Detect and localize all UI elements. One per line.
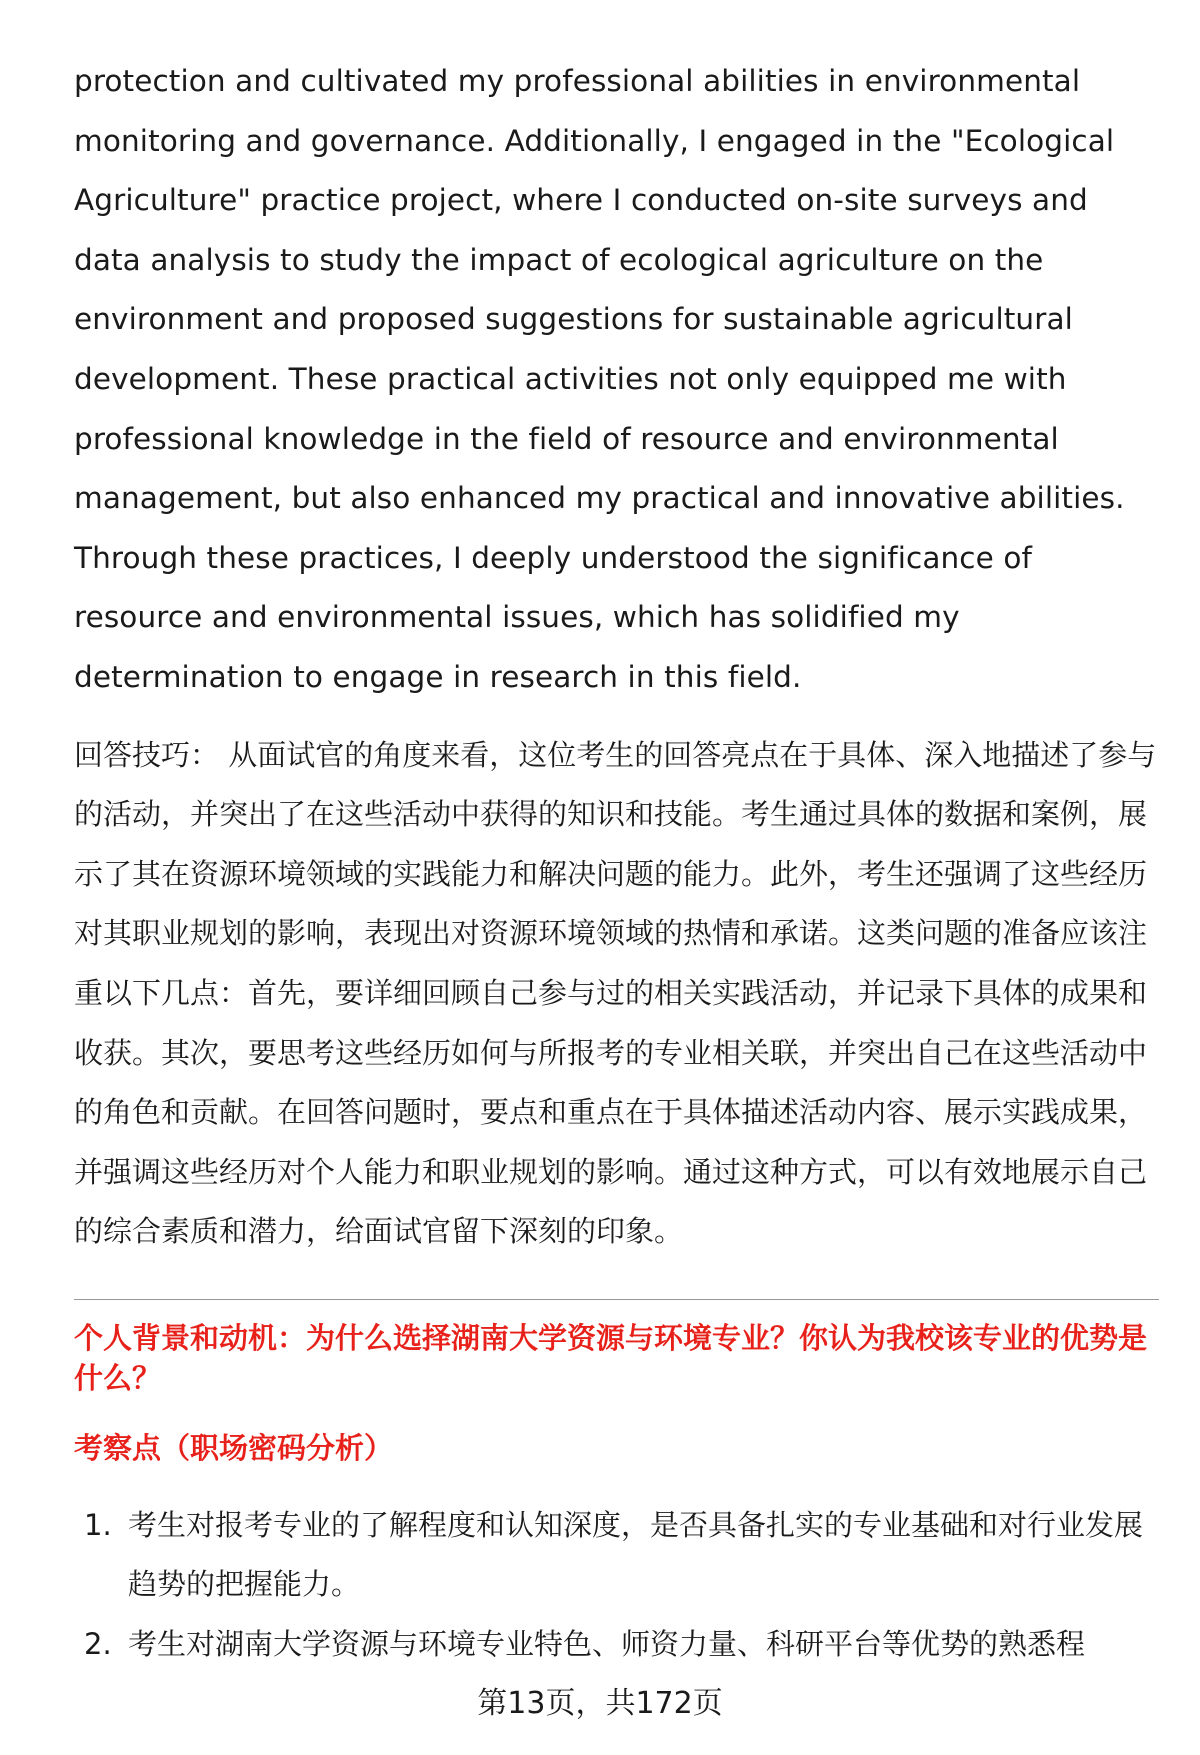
section-divider bbox=[74, 1299, 1159, 1300]
assessment-points-heading: 考察点（职场密码分析） bbox=[74, 1430, 394, 1465]
list-item bbox=[74, 1615, 1159, 1675]
tips-label: 回答技巧： bbox=[74, 737, 220, 772]
answer-tips bbox=[74, 726, 1159, 1262]
answer-continuation: protection and cultivated my professional abilities in environmental monitoring and governance. Additionally, I engaged in the "Ecological Agriculture" practice project, where I conducted on-site surveys and data analysis to study the impact of ecological agriculture on the environment and proposed suggestions for sustainable agricultural development. These practical activities not only equipped me with professional knowledge in the field of resource and environmental management, but also enhanced my practical and innovative abilities. Through these practices, I deeply understood the significance of resource and environmental issues, which has solidified my determination to engage in research in this field. bbox=[74, 64, 1125, 694]
list-item-number: 2. bbox=[84, 1627, 112, 1662]
list-item bbox=[74, 1496, 1159, 1615]
list-item-text: 考生对报考专业的了解程度和认知深度，是否具备扎实的专业基础和对行业发展趋势的把握能力。 bbox=[128, 1507, 1144, 1602]
question-title: 个人背景和动机：为什么选择湖南大学资源与环境专业？你认为我校该专业的优势是什么？ bbox=[74, 1320, 1148, 1395]
tips-text: 从面试官的角度来看，这位考生的回答亮点在于具体、深入地描述了参与的活动，并突出了在这些活动中获得的知识和技能。考生通过具体的数据和案例，展示了其在资源环境领域的实践能力和解决问题的能力。此外，考生还强调了这些经历对其职业规划的影响，表现出对资源环境领域的热情和承诺。这类问题的准备应该注重以下几点：首先，要详细回顾自己参与过的相关实践活动，并记录下具体的成果和收获。其次，要思考这些经历如何与所报考的专业相关联，并突出自己在这些活动中的角色和贡献。在回答问题时，要点和重点在于具体描述活动内容、展示实践成果，并强调这些经历对个人能力和职业规划的影响。通过这种方式，可以有效地展示自己的综合素质和潜力，给面试官留下深刻的印象。 bbox=[74, 737, 1157, 1249]
list-item-text: 考生对湖南大学资源与环境专业特色、师资力量、科研平台等优势的熟悉程 bbox=[128, 1627, 1086, 1662]
list-item-number: 1. bbox=[84, 1507, 112, 1542]
document-page bbox=[74, 52, 1159, 1675]
page-number: 第13页，共172页 bbox=[477, 1686, 723, 1721]
assessment-points-list bbox=[74, 1496, 1159, 1675]
